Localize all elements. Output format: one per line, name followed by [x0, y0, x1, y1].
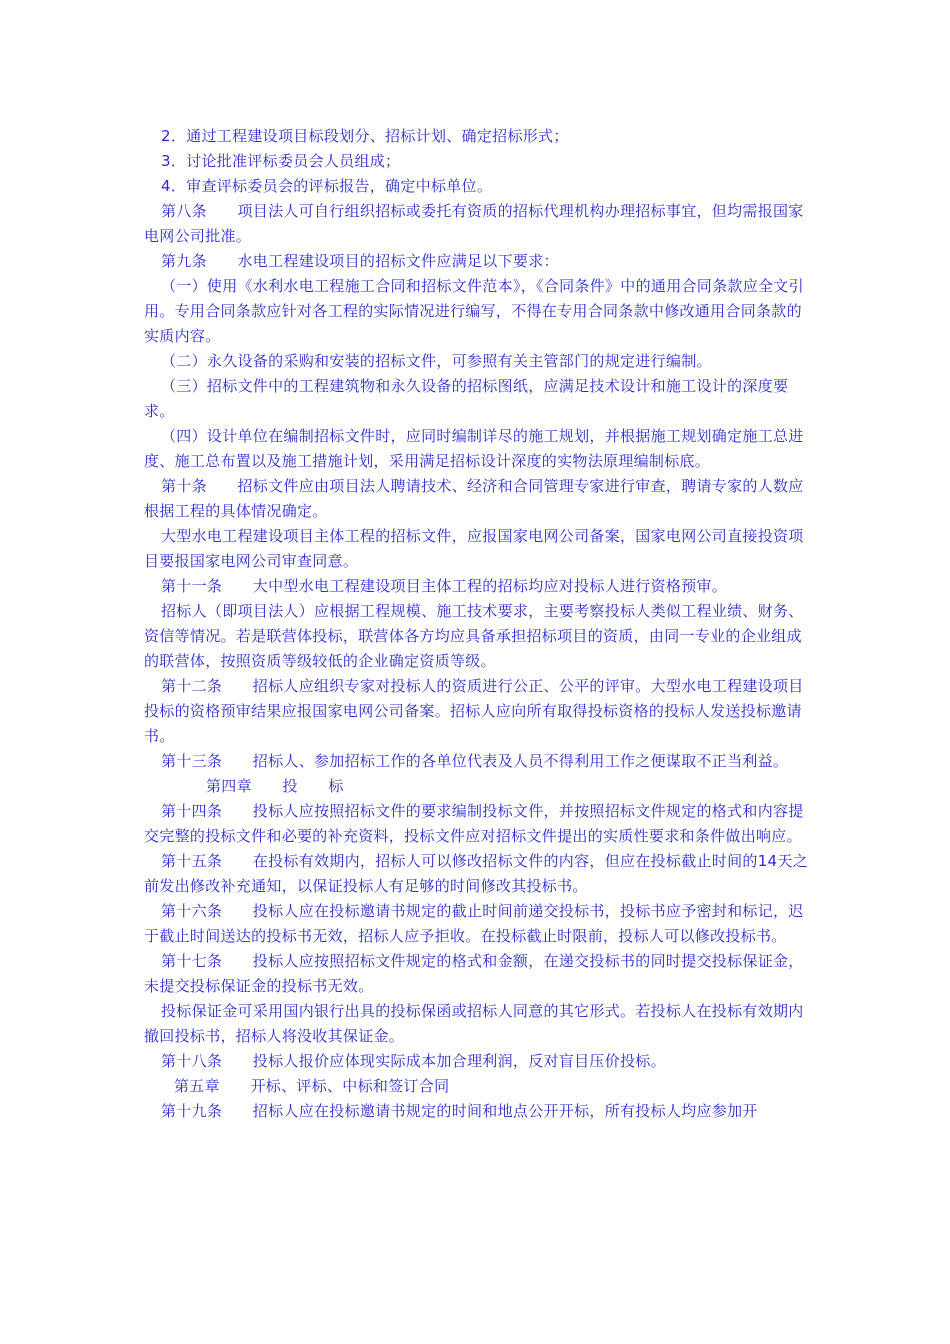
document-body — [144, 124, 814, 1124]
article-16: 第十六条 投标人应在投标邀请书规定的截止时间前递交投标书，投标书应予密封和标记，迟于截止时间送达的投标书无效，招标人应予拒收。在投标截止时限前，投标人可以修改投标书。 — [144, 902, 804, 945]
article-9: 第九条 水电工程建设项目的招标文件应满足以下要求： — [161, 252, 559, 270]
paragraph: 招标人（即项目法人）应根据工程规模、施工技术要求，主要考察投标人类似工程业绩、财务、资信等情况。若是联营体投标，联营体各方均应具备承担招标项目的资质，由同一专业的企业组成的联营体，按照资质等级较低的企业确定资质等级。 — [144, 602, 804, 670]
article-8: 第八条 项目法人可自行组织招标或委托有资质的招标代理机构办理招标事宜，但均需报国家电网公司批准。 — [144, 202, 804, 245]
article-15: 第十五条 在投标有效期内，招标人可以修改招标文件的内容，但应在投标截止时间的14天之前发出修改补充通知，以保证投标人有足够的时间修改其投标书。 — [144, 852, 808, 895]
article-19: 第十九条 招标人应在投标邀请书规定的时间和地点公开开标，所有投标人均应参加开 — [161, 1102, 758, 1120]
article-18: 第十八条 投标人报价应体现实际成本加合理利润，反对盲目压价投标。 — [161, 1052, 666, 1070]
paragraph: 4．审查评标委员会的评标报告，确定中标单位。 — [161, 177, 493, 195]
article-12: 第十二条 招标人应组织专家对投标人的资质进行公正、公平的评审。大型水电工程建设项目投标的资格预审结果应报国家电网公司备案。招标人应向所有取得投标资格的投标人发送投标邀请书。 — [144, 677, 804, 745]
paragraph: （三）招标文件中的工程建筑物和永久设备的招标图纸，应满足技术设计和施工设计的深度要求。 — [144, 377, 789, 420]
chapter-heading: 第四章 投 标 — [206, 777, 344, 795]
paragraph: 2．通过工程建设项目标段划分、招标计划、确定招标形式； — [161, 127, 569, 145]
article-10: 第十条 招标文件应由项目法人聘请技术、经济和合同管理专家进行审查，聘请专家的人数应根据工程的具体情况确定。 — [144, 477, 804, 520]
paragraph: （四）设计单位在编制招标文件时，应同时编制详尽的施工规划，并根据施工规划确定施工总进度、施工总布置以及施工措施计划，采用满足招标设计深度的实物法原理编制标底。 — [144, 427, 804, 470]
paragraph: （一）使用《水利水电工程施工合同和招标文件范本》，《合同条件》中的通用合同条款应全文引用。专用合同条款应针对各工程的实际情况进行编写，不得在专用合同条款中修改通用合同条款的实质内容。 — [144, 277, 804, 345]
paragraph: 3．讨论批准评标委员会人员组成； — [161, 152, 401, 170]
article-17: 第十七条 投标人应按照招标文件规定的格式和金额，在递交投标书的同时提交投标保证金，未提交投标保证金的投标书无效。 — [144, 952, 804, 995]
chapter-heading: 第五章 开标、评标、中标和签订合同 — [174, 1077, 450, 1095]
paragraph: （二）永久设备的采购和安装的招标文件，可参照有关主管部门的规定进行编制。 — [161, 352, 712, 370]
article-11: 第十一条 大中型水电工程建设项目主体工程的招标均应对投标人进行资格预审。 — [161, 577, 728, 595]
article-13: 第十三条 招标人、参加招标工作的各单位代表及人员不得利用工作之便谋取不正当利益。 — [161, 752, 789, 770]
paragraph: 大型水电工程建设项目主体工程的招标文件，应报国家电网公司备案，国家电网公司直接投资项目要报国家电网公司审查同意。 — [144, 527, 804, 570]
paragraph: 投标保证金可采用国内银行出具的投标保函或招标人同意的其它形式。若投标人在投标有效期内撤回投标书，招标人将没收其保证金。 — [144, 1002, 804, 1045]
article-14: 第十四条 投标人应按照招标文件的要求编制投标文件，并按照招标文件规定的格式和内容提交完整的投标文件和必要的补充资料，投标文件应对招标文件提出的实质性要求和条件做出响应。 — [144, 802, 804, 845]
